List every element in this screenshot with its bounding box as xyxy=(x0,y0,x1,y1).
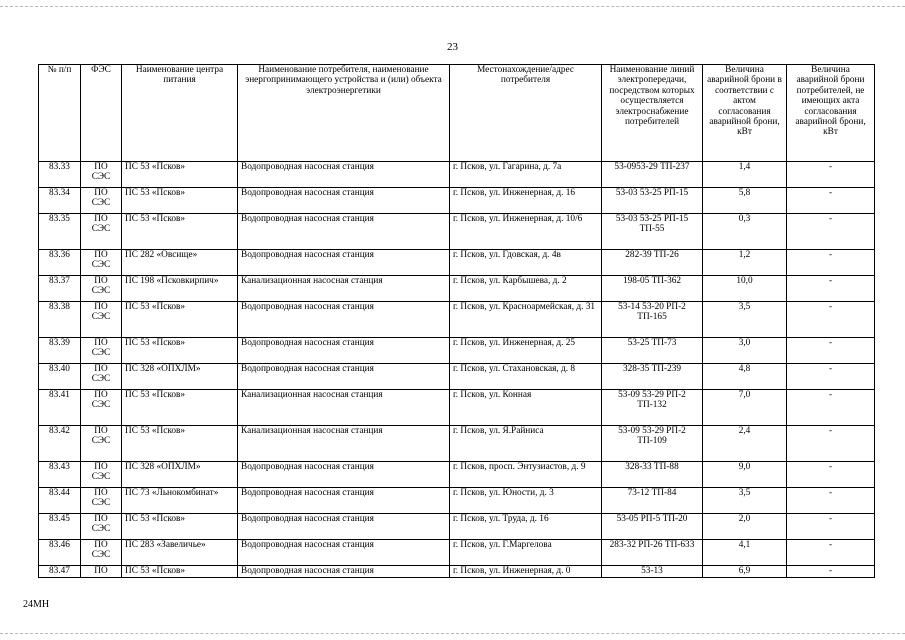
header-power: Величина аварийной брони в соответствии с актом согласования аварийной брони, кВт xyxy=(703,65,787,162)
row-consumer: Водопроводная насосная станция xyxy=(238,514,450,540)
row-power-center: ПС 73 «Льнокомбинат» xyxy=(122,488,238,514)
row-consumer: Водопроводная насосная станция xyxy=(238,338,450,364)
reserve-table xyxy=(38,64,875,578)
row-consumer: Водопроводная насосная станция xyxy=(238,488,450,514)
header-line: Наименование линий электропередачи, посредством которых осуществляется электроснабжение потребителей xyxy=(602,65,703,162)
row-number: 83.35 xyxy=(39,214,81,250)
table-row xyxy=(39,462,875,488)
row-reserve-no-act: - xyxy=(787,162,875,188)
header-consumer: Наименование потребителя, наименование энергопринимающего устройства и (или) объекта электроэнергетики xyxy=(238,65,450,162)
row-power-line: 53-0953-29 ТП-237 xyxy=(602,162,703,188)
table-row xyxy=(39,566,875,578)
row-power-line: 328-35 ТП-239 xyxy=(602,364,703,390)
row-fes: ПО СЭС xyxy=(81,514,122,540)
row-reserve-power: 1,2 xyxy=(703,250,787,276)
row-reserve-power: 7,0 xyxy=(703,390,787,426)
row-power-center: ПС 282 «Овсище» xyxy=(122,250,238,276)
row-address: г. Псков, ул. Гдовская, д. 4в xyxy=(450,250,602,276)
row-fes: ПО СЭС xyxy=(81,488,122,514)
table-row xyxy=(39,390,875,426)
document-code: 24МН xyxy=(23,599,50,610)
row-power-line: 53-05 РП-5 ТП-20 xyxy=(602,514,703,540)
row-address: г. Псков, ул. Красноармейская, д. 31 xyxy=(450,302,602,338)
row-reserve-power: 4,8 xyxy=(703,364,787,390)
row-power-center: ПС 328 «ОПХЛМ» xyxy=(122,364,238,390)
row-fes: ПО СЭС xyxy=(81,540,122,566)
table-row xyxy=(39,162,875,188)
row-address: г. Псков, ул. Юности, д. 3 xyxy=(450,488,602,514)
row-number: 83.40 xyxy=(39,364,81,390)
row-address: г. Псков, ул. Инженерная, д. 16 xyxy=(450,188,602,214)
row-number: 83.44 xyxy=(39,488,81,514)
table-row xyxy=(39,426,875,462)
table-row xyxy=(39,188,875,214)
row-power-line: 53-03 53-25 РП-15 xyxy=(602,188,703,214)
row-power-center: ПС 283 «Завеличье» xyxy=(122,540,238,566)
table-row xyxy=(39,488,875,514)
row-power-center: ПС 328 «ОПХЛМ» xyxy=(122,462,238,488)
row-reserve-no-act: - xyxy=(787,364,875,390)
row-power-center: ПС 198 «Псковкирпич» xyxy=(122,276,238,302)
row-reserve-no-act: - xyxy=(787,488,875,514)
row-reserve-no-act: - xyxy=(787,188,875,214)
header-fes: ФЭС xyxy=(81,65,122,162)
table-row xyxy=(39,540,875,566)
row-power-line: 73-12 ТП-84 xyxy=(602,488,703,514)
row-fes: ПО СЭС xyxy=(81,302,122,338)
row-reserve-power: 0,3 xyxy=(703,214,787,250)
row-address: г. Псков, ул. Карбышева, д. 2 xyxy=(450,276,602,302)
row-reserve-no-act: - xyxy=(787,540,875,566)
row-power-center: ПС 53 «Псков» xyxy=(122,514,238,540)
row-number: 83.46 xyxy=(39,540,81,566)
table-row xyxy=(39,214,875,250)
row-power-line: 53-25 ТП-73 xyxy=(602,338,703,364)
row-address: г. Псков, ул. Инженерная, д. 0 xyxy=(450,566,602,578)
header-num: № п/п xyxy=(39,65,81,162)
row-power-line: 53-09 53-29 РП-2 ТП-132 xyxy=(602,390,703,426)
bottom-scan-edge xyxy=(0,633,905,634)
row-number: 83.39 xyxy=(39,338,81,364)
row-power-line: 328-33 ТП-88 xyxy=(602,462,703,488)
row-fes: ПО СЭС xyxy=(81,162,122,188)
row-reserve-power: 2,4 xyxy=(703,426,787,462)
row-power-line: 53-03 53-25 РП-15 ТП-55 xyxy=(602,214,703,250)
row-fes: ПО СЭС xyxy=(81,390,122,426)
row-address: г. Псков, ул. Труда, д. 16 xyxy=(450,514,602,540)
row-power-line: 198-05 ТП-362 xyxy=(602,276,703,302)
row-number: 83.41 xyxy=(39,390,81,426)
row-fes: ПО СЭС xyxy=(81,364,122,390)
row-number: 83.45 xyxy=(39,514,81,540)
row-power-center: ПС 53 «Псков» xyxy=(122,214,238,250)
row-address: г. Псков, ул. Гагарина, д. 7а xyxy=(450,162,602,188)
row-reserve-no-act: - xyxy=(787,426,875,462)
row-reserve-no-act: - xyxy=(787,250,875,276)
row-reserve-power: 5,8 xyxy=(703,188,787,214)
row-address: г. Псков, ул. Инженерная, д. 25 xyxy=(450,338,602,364)
row-address: г. Псков, просп. Энтузиастов, д. 9 xyxy=(450,462,602,488)
row-power-center: ПС 53 «Псков» xyxy=(122,162,238,188)
row-address: г. Псков, ул. Стахановская, д. 8 xyxy=(450,364,602,390)
row-reserve-power: 9,0 xyxy=(703,462,787,488)
table-row xyxy=(39,514,875,540)
row-consumer: Водопроводная насосная станция xyxy=(238,462,450,488)
row-power-center: ПС 53 «Псков» xyxy=(122,188,238,214)
row-fes: ПО СЭС xyxy=(81,338,122,364)
table-row xyxy=(39,302,875,338)
row-power-line: 53-13 xyxy=(602,566,703,578)
row-number: 83.33 xyxy=(39,162,81,188)
row-power-center: ПС 53 «Псков» xyxy=(122,338,238,364)
row-reserve-power: 3,5 xyxy=(703,302,787,338)
row-number: 83.47 xyxy=(39,566,81,578)
row-reserve-power: 3,5 xyxy=(703,488,787,514)
row-fes: ПО СЭС xyxy=(81,188,122,214)
row-power-center: ПС 53 «Псков» xyxy=(122,390,238,426)
row-consumer: Водопроводная насосная станция xyxy=(238,162,450,188)
row-power-line: 53-09 53-29 РП-2 ТП-109 xyxy=(602,426,703,462)
table-row xyxy=(39,250,875,276)
row-consumer: Водопроводная насосная станция xyxy=(238,214,450,250)
table-row xyxy=(39,276,875,302)
row-power-line: 283-32 РП-26 ТП-633 xyxy=(602,540,703,566)
header-center: Наименование центра питания xyxy=(122,65,238,162)
row-consumer: Канализационная насосная станция xyxy=(238,390,450,426)
row-address: г. Псков, ул. Конная xyxy=(450,390,602,426)
row-fes: ПО СЭС xyxy=(81,462,122,488)
row-number: 83.38 xyxy=(39,302,81,338)
row-reserve-power: 10,0 xyxy=(703,276,787,302)
row-address: г. Псков, ул. Г.Маргелова xyxy=(450,540,602,566)
row-reserve-power: 4,1 xyxy=(703,540,787,566)
table-header-row xyxy=(39,65,875,162)
row-reserve-no-act: - xyxy=(787,338,875,364)
row-reserve-power: 3,0 xyxy=(703,338,787,364)
row-reserve-no-act: - xyxy=(787,302,875,338)
row-reserve-power: 6,9 xyxy=(703,566,787,578)
row-reserve-no-act: - xyxy=(787,214,875,250)
row-fes: ПО СЭС xyxy=(81,426,122,462)
top-scan-edge xyxy=(0,6,905,7)
row-fes: ПО xyxy=(81,566,122,578)
row-number: 83.37 xyxy=(39,276,81,302)
row-number: 83.43 xyxy=(39,462,81,488)
row-reserve-no-act: - xyxy=(787,462,875,488)
row-power-center: ПС 53 «Псков» xyxy=(122,426,238,462)
header-address: Местонахождение/адрес потребителя xyxy=(450,65,602,162)
row-reserve-no-act: - xyxy=(787,566,875,578)
row-consumer: Водопроводная насосная станция xyxy=(238,250,450,276)
row-reserve-no-act: - xyxy=(787,390,875,426)
row-reserve-no-act: - xyxy=(787,276,875,302)
row-power-center: ПС 53 «Псков» xyxy=(122,302,238,338)
row-consumer: Канализационная насосная станция xyxy=(238,426,450,462)
table-row xyxy=(39,338,875,364)
row-power-center: ПС 53 «Псков» xyxy=(122,566,238,578)
row-consumer: Водопроводная насосная станция xyxy=(238,302,450,338)
row-reserve-no-act: - xyxy=(787,514,875,540)
row-consumer: Водопроводная насосная станция xyxy=(238,364,450,390)
row-reserve-power: 2,0 xyxy=(703,514,787,540)
table-row xyxy=(39,364,875,390)
row-consumer: Водопроводная насосная станция xyxy=(238,540,450,566)
row-power-line: 282-39 ТП-26 xyxy=(602,250,703,276)
row-address: г. Псков, ул. Я.Райниса xyxy=(450,426,602,462)
row-consumer: Канализационная насосная станция xyxy=(238,276,450,302)
row-power-line: 53-14 53-20 РП-2 ТП-165 xyxy=(602,302,703,338)
row-fes: ПО СЭС xyxy=(81,214,122,250)
row-number: 83.34 xyxy=(39,188,81,214)
row-consumer: Водопроводная насосная станция xyxy=(238,188,450,214)
row-number: 83.36 xyxy=(39,250,81,276)
row-number: 83.42 xyxy=(39,426,81,462)
row-consumer: Водопроводная насосная станция xyxy=(238,566,450,578)
page-number: 23 xyxy=(447,41,458,53)
row-address: г. Псков, ул. Инженерная, д. 10/6 xyxy=(450,214,602,250)
row-fes: ПО СЭС xyxy=(81,250,122,276)
row-reserve-power: 1,4 xyxy=(703,162,787,188)
header-nores: Величина аварийной брони потребителей, не имеющих акта согласования аварийной брони, кВт xyxy=(787,65,875,162)
row-fes: ПО СЭС xyxy=(81,276,122,302)
